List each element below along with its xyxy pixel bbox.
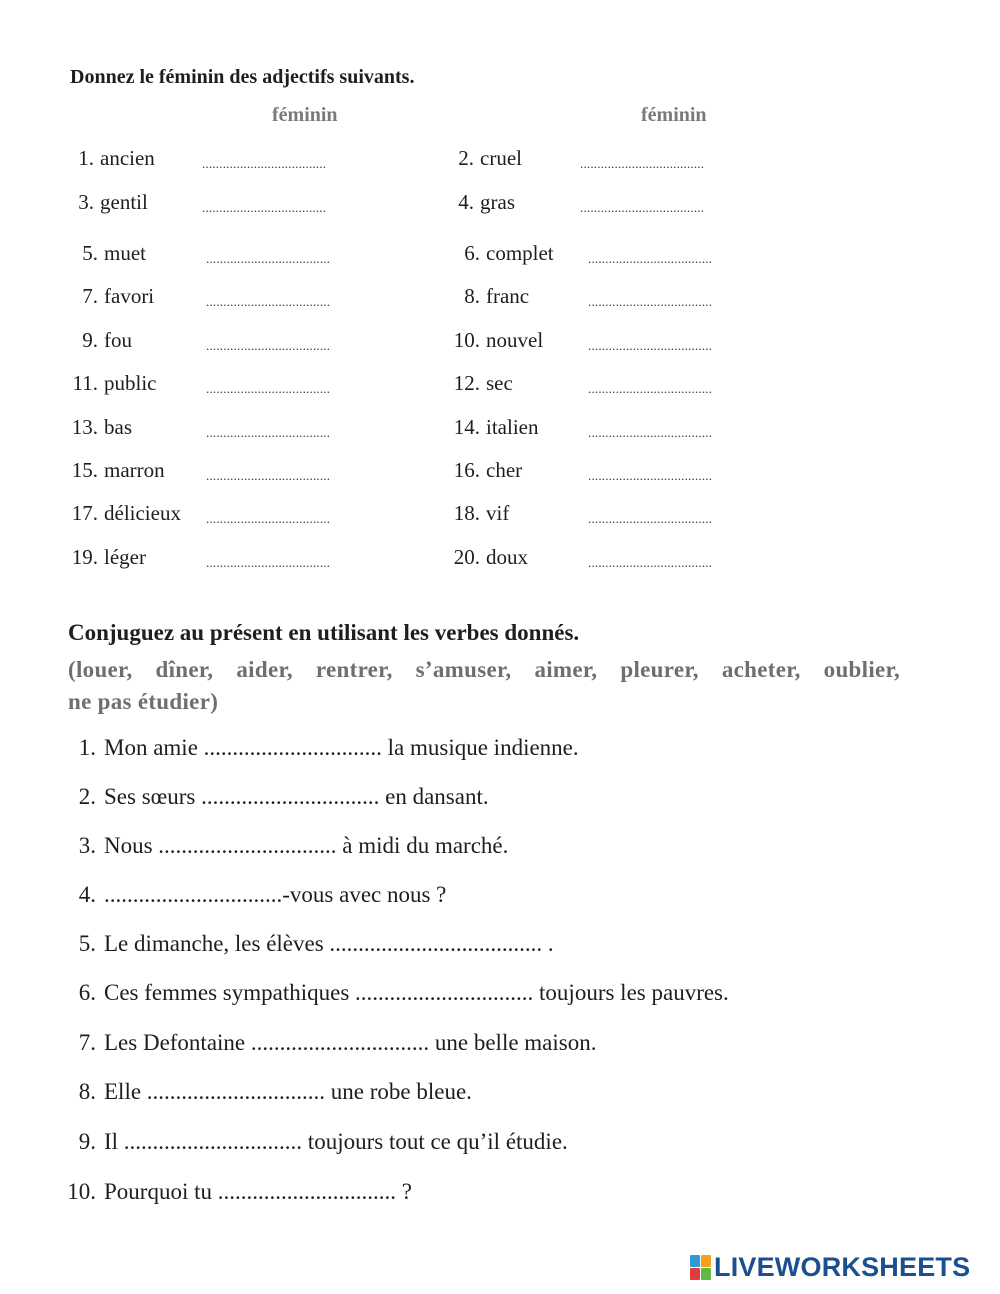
adjective-number: 5. <box>82 241 98 265</box>
logo-square-3 <box>690 1268 700 1280</box>
adjective-item-7 <box>68 284 154 309</box>
adjective-word: muet <box>104 241 146 265</box>
sentence-text[interactable]: Le dimanche, les élèves ..................................... . <box>104 931 554 956</box>
exercise1-title: Donnez le féminin des adjectifs suivants. <box>70 66 415 88</box>
answer-blank-13[interactable]: .................................... <box>206 425 331 440</box>
adjective-word: vif <box>486 501 510 525</box>
sentence-item-8 <box>66 1079 472 1105</box>
column-header-right: féminin <box>641 104 707 126</box>
sentence-number: 9. <box>78 1129 96 1154</box>
adjective-number: 11. <box>72 371 98 395</box>
adjective-number: 8. <box>464 284 480 308</box>
answer-blank-18[interactable]: .................................... <box>588 511 713 526</box>
answer-blank-9[interactable]: .................................... <box>206 338 331 353</box>
sentence-item-3 <box>66 833 508 859</box>
adjective-item-19 <box>68 545 146 570</box>
adjective-word: marron <box>104 458 165 482</box>
sentence-number: 8. <box>78 1079 96 1104</box>
answer-blank-5[interactable]: .................................... <box>206 251 331 266</box>
adjective-word: franc <box>486 284 530 308</box>
sentence-item-2 <box>66 784 489 810</box>
sentence-text[interactable]: Pourquoi tu ............................... ? <box>104 1179 412 1204</box>
adjective-number: 1. <box>78 146 94 170</box>
answer-blank-11[interactable]: .................................... <box>206 381 331 396</box>
answer-blank-12[interactable]: .................................... <box>588 381 713 396</box>
adjective-number: 14. <box>453 415 480 439</box>
logo-square-2 <box>701 1255 711 1267</box>
adjective-number: 19. <box>71 545 98 569</box>
adjective-item-4 <box>438 190 515 215</box>
sentence-text[interactable]: Nous ............................... à midi du marché. <box>104 833 509 858</box>
adjective-number: 13. <box>71 415 98 439</box>
adjective-item-17 <box>68 501 181 526</box>
logo-square-1 <box>690 1255 700 1267</box>
sentence-number: 10. <box>67 1179 96 1204</box>
sentence-number: 5. <box>78 931 96 956</box>
liveworksheets-logo-icon <box>690 1255 711 1280</box>
adjective-item-9 <box>68 328 132 353</box>
adjective-item-1 <box>64 146 155 171</box>
adjective-number: 20. <box>453 545 480 569</box>
adjective-number: 18. <box>453 501 480 525</box>
adjective-item-16 <box>444 458 522 483</box>
adjective-number: 7. <box>82 284 98 308</box>
sentence-text[interactable]: Il ............................... toujours tout ce qu’il étudie. <box>104 1129 568 1154</box>
sentence-text[interactable]: Elle ............................... une robe bleue. <box>104 1079 472 1104</box>
adjective-word: italien <box>486 415 539 439</box>
sentence-text[interactable]: Ses sœurs ............................... en dansant. <box>104 784 489 809</box>
adjective-word: sec <box>486 371 513 395</box>
logo-square-4 <box>701 1268 711 1280</box>
sentence-text[interactable]: Ces femmes sympathiques ............................... toujours les pauvres. <box>104 980 729 1005</box>
sentence-text[interactable]: ...............................-vous avec nous ? <box>104 882 447 907</box>
answer-blank-6[interactable]: .................................... <box>588 251 713 266</box>
adjective-word: doux <box>486 545 528 569</box>
sentence-number: 6. <box>78 980 96 1005</box>
adjective-item-11 <box>68 371 157 396</box>
sentence-number: 3. <box>78 833 96 858</box>
sentence-number: 7. <box>78 1030 96 1055</box>
column-header-left: féminin <box>272 104 338 126</box>
adjective-number: 4. <box>458 190 474 214</box>
adjective-item-2 <box>438 146 522 171</box>
adjective-word: gras <box>480 190 515 214</box>
adjective-number: 9. <box>82 328 98 352</box>
liveworksheets-logo <box>690 1252 970 1283</box>
sentence-item-1 <box>66 735 579 761</box>
answer-blank-19[interactable]: .................................... <box>206 555 331 570</box>
adjective-word: complet <box>486 241 554 265</box>
adjective-word: léger <box>104 545 146 569</box>
adjective-word: gentil <box>100 190 148 214</box>
answer-blank-14[interactable]: .................................... <box>588 425 713 440</box>
answer-blank-7[interactable]: .................................... <box>206 294 331 309</box>
adjective-number: 2. <box>458 146 474 170</box>
adjective-item-14 <box>444 415 538 440</box>
answer-blank-8[interactable]: .................................... <box>588 294 713 309</box>
adjective-item-20 <box>444 545 528 570</box>
adjective-item-6 <box>444 241 554 266</box>
sentence-text[interactable]: Les Defontaine ............................... une belle maison. <box>104 1030 597 1055</box>
liveworksheets-logo-text: LIVEWORKSHEETS <box>714 1252 971 1282</box>
adjective-number: 6. <box>464 241 480 265</box>
verb-list-line2: ne pas étudier) <box>68 689 219 714</box>
adjective-word: délicieux <box>104 501 181 525</box>
adjective-number: 3. <box>78 190 94 214</box>
adjective-word: cher <box>486 458 523 482</box>
verb-list-line1: (louer, dîner, aider, rentrer, s’amuser, aimer, pleurer, acheter, oublier, <box>68 657 900 682</box>
sentence-number: 2. <box>78 784 96 809</box>
adjective-item-18 <box>444 501 509 526</box>
adjective-item-3 <box>64 190 148 215</box>
answer-blank-10[interactable]: .................................... <box>588 338 713 353</box>
adjective-word: ancien <box>100 146 155 170</box>
adjective-item-12 <box>444 371 513 396</box>
adjective-item-13 <box>68 415 132 440</box>
verb-list <box>68 654 900 718</box>
sentence-item-4 <box>66 882 446 908</box>
sentence-text[interactable]: Mon amie ............................... la musique indienne. <box>104 735 579 760</box>
sentence-item-6 <box>66 980 729 1006</box>
sentence-item-10 <box>59 1179 412 1205</box>
answer-blank-15[interactable]: .................................... <box>206 468 331 483</box>
answer-blank-3[interactable]: .................................... <box>202 200 327 215</box>
adjective-word: fou <box>104 328 132 352</box>
adjective-number: 12. <box>453 371 480 395</box>
adjective-item-10 <box>444 328 543 353</box>
adjective-word: bas <box>104 415 132 439</box>
adjective-item-8 <box>444 284 529 309</box>
adjective-word: public <box>104 371 157 395</box>
sentence-number: 1. <box>78 735 96 760</box>
adjective-number: 15. <box>71 458 98 482</box>
answer-blank-4[interactable]: .................................... <box>580 200 705 215</box>
sentence-number: 4. <box>78 882 96 907</box>
answer-blank-17[interactable]: .................................... <box>206 511 331 526</box>
adjective-item-15 <box>68 458 165 483</box>
adjective-item-5 <box>68 241 146 266</box>
adjective-word: cruel <box>480 146 522 170</box>
answer-blank-20[interactable]: .................................... <box>588 555 713 570</box>
sentence-item-5 <box>66 931 554 957</box>
exercise2-title: Conjuguez au présent en utilisant les verbes donnés. <box>68 620 580 645</box>
adjective-number: 16. <box>453 458 480 482</box>
sentence-item-7 <box>66 1030 596 1056</box>
answer-blank-2[interactable]: .................................... <box>580 156 705 171</box>
sentence-item-9 <box>66 1129 568 1155</box>
adjective-number: 17. <box>71 501 98 525</box>
adjective-word: nouvel <box>486 328 544 352</box>
adjective-number: 10. <box>453 328 480 352</box>
answer-blank-1[interactable]: .................................... <box>202 156 327 171</box>
adjective-word: favori <box>104 284 155 308</box>
answer-blank-16[interactable]: .................................... <box>588 468 713 483</box>
